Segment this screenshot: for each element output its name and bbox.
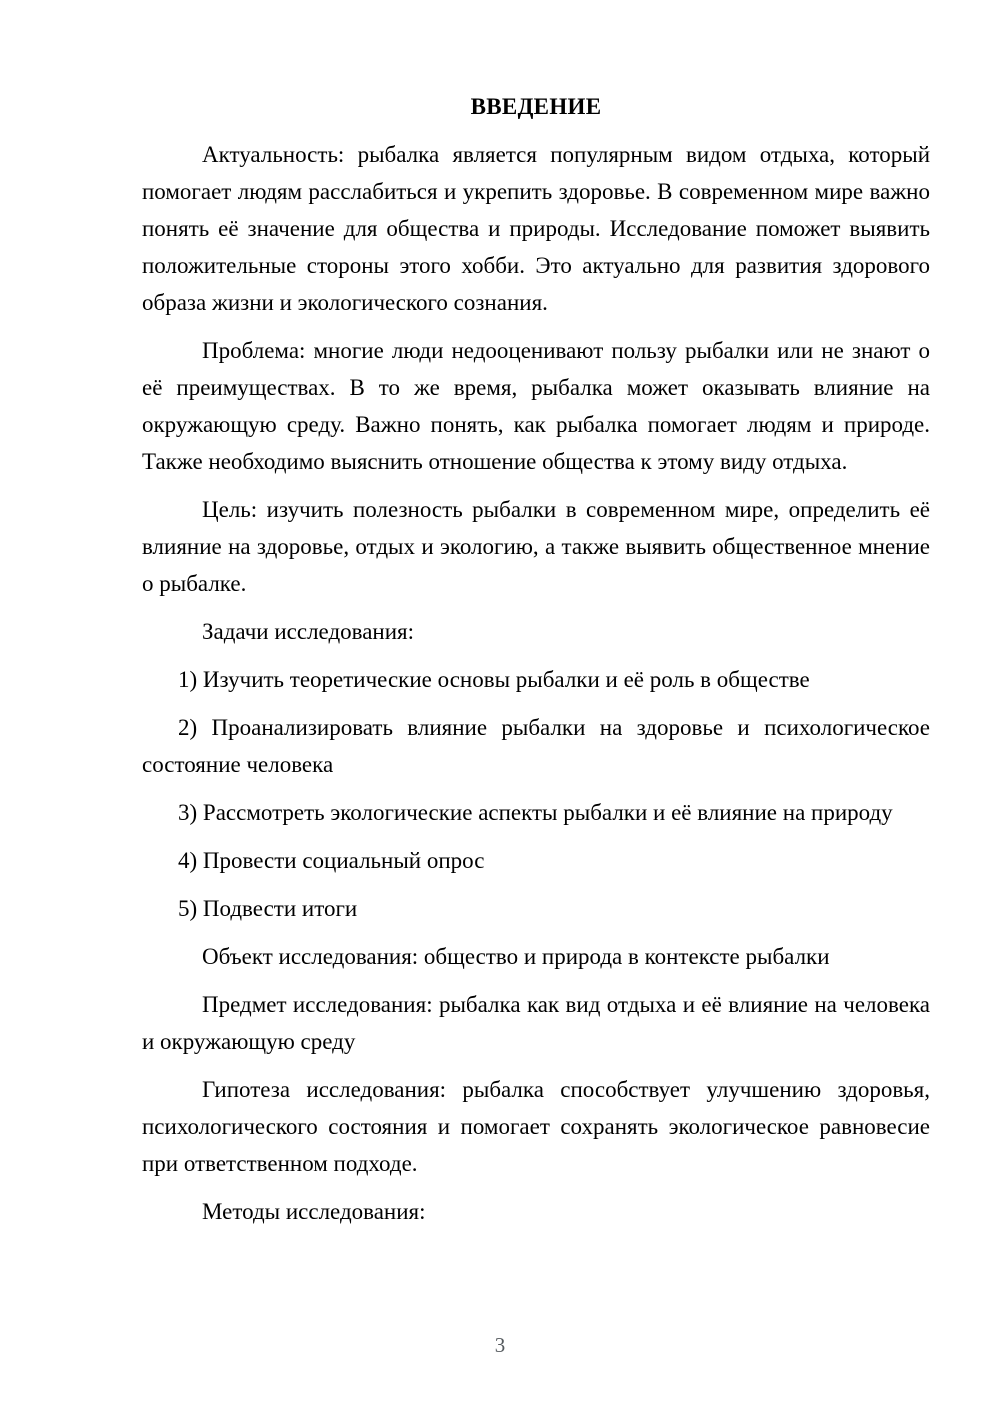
document-body: [142, 88, 930, 1230]
paragraph-object: Объект исследования: общество и природа в контексте рыбалки: [202, 944, 830, 969]
task-list-item: 1) Изучить теоретические основы рыбалки и её роль в обществе: [178, 667, 810, 692]
paragraph-subject: Предмет исследования: рыбалка как вид отдыха и её влияние на человека и окружающую среду: [142, 992, 930, 1054]
heading-methods: Методы исследования:: [202, 1199, 426, 1224]
page-title: ВВЕДЕНИЕ: [470, 94, 602, 119]
heading-tasks: Задачи исследования:: [202, 619, 415, 644]
task-list-item: 5) Подвести итоги: [178, 896, 358, 921]
task-list-item: 2) Проанализировать влияние рыбалки на здоровье и психологическое состояние человека: [142, 715, 930, 777]
paragraph-goal: Цель: изучить полезность рыбалки в современном мире, определить её влияние на здоровье, отдых и экологию, а также выявить общественное мнение о рыбалке.: [142, 497, 930, 596]
page-number: 3: [494, 1333, 506, 1357]
paragraph-problem: Проблема: многие люди недооценивают пользу рыбалки или не знают о её преимуществах. В то же время, рыбалка может оказывать влияние на окружающую среду. Важно понять, как рыбалка помогает людям и природе. Также необходимо выяснить отношение общества к этому виду отдыха.: [142, 338, 930, 474]
paragraph-relevance: Актуальность: рыбалка является популярным видом отдыха, который помогает людям расслабиться и укрепить здоровье. В современном мире важно понять её значение для общества и природы. Исследование поможет выявить положительные стороны этого хобби. Это актуально для развития здорового образа жизни и экологического сознания.: [142, 142, 930, 315]
task-list-item: 4) Провести социальный опрос: [178, 848, 485, 873]
task-list-item: 3) Рассмотреть экологические аспекты рыбалки и её влияние на природу: [178, 800, 893, 825]
paragraph-hypothesis: Гипотеза исследования: рыбалка способствует улучшению здоровья, психологического состояния и помогает сохранять экологическое равновесие при ответственном подходе.: [142, 1077, 930, 1176]
title-spacer: [142, 125, 930, 136]
